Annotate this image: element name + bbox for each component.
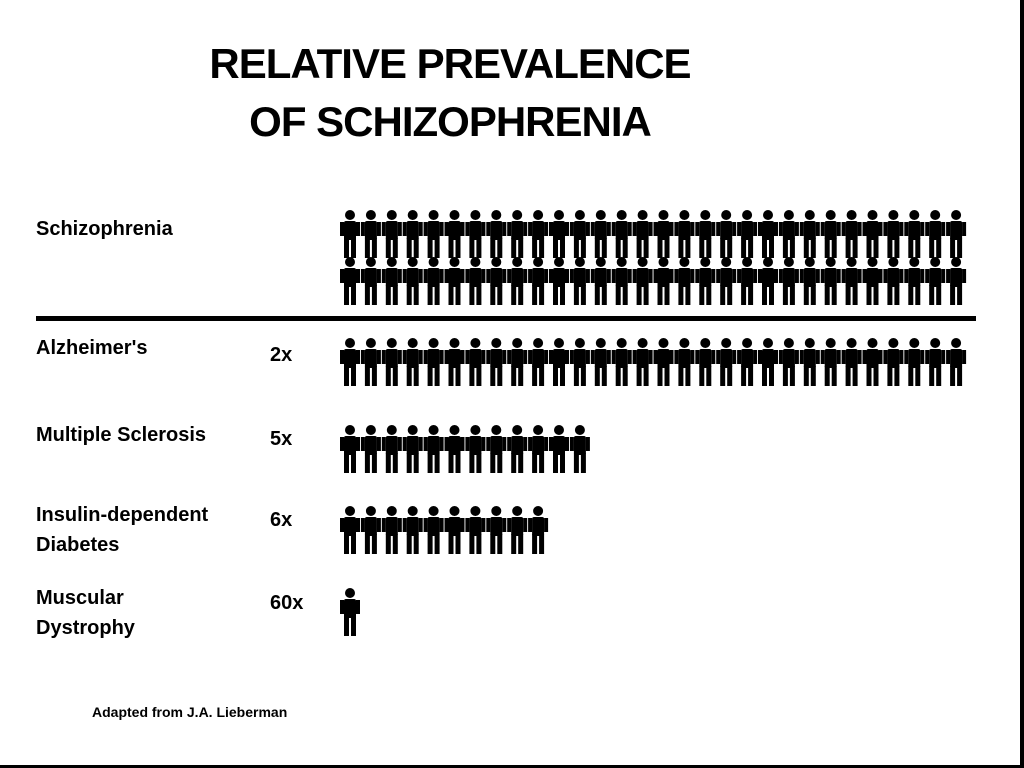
person-icon-alzheimers-23 — [800, 338, 820, 386]
person-icon-alzheimers-5 — [424, 338, 444, 386]
person-icon-multiple-sclerosis-5 — [424, 425, 444, 473]
person-icon-multiple-sclerosis-6 — [445, 425, 465, 473]
category-label-schizophrenia: Schizophrenia — [36, 218, 173, 240]
chart-title-line-1: RELATIVE PREVALENCE — [209, 40, 691, 87]
person-icon-diabetes-4 — [403, 506, 423, 554]
person-icon-schizophrenia-49 — [716, 257, 736, 305]
person-icon-diabetes-8 — [486, 506, 506, 554]
person-icon-alzheimers-9 — [507, 338, 527, 386]
person-icon-diabetes-1 — [340, 506, 360, 554]
multiplier-muscular-dystrophy: 60x — [270, 592, 304, 614]
person-icon-multiple-sclerosis-1 — [340, 425, 360, 473]
person-icon-multiple-sclerosis-4 — [403, 425, 423, 473]
person-icon-multiple-sclerosis-8 — [486, 425, 506, 473]
person-icon-alzheimers-13 — [591, 338, 611, 386]
person-icon-schizophrenia-45 — [633, 257, 653, 305]
category-label-alzheimers: Alzheimer's — [36, 337, 148, 359]
category-label-multiple-sclerosis: Multiple Sclerosis — [36, 424, 207, 446]
category-label-diabetes-line-1: Insulin-dependent — [36, 504, 209, 526]
person-icon-schizophrenia-43 — [591, 257, 611, 305]
person-icon-schizophrenia-15 — [633, 210, 653, 258]
person-icon-diabetes-5 — [424, 506, 444, 554]
person-icon-schizophrenia-8 — [486, 210, 506, 258]
person-icon-alzheimers-22 — [779, 338, 799, 386]
person-icon-schizophrenia-4 — [403, 210, 423, 258]
person-icon-alzheimers-27 — [883, 338, 903, 386]
person-icon-schizophrenia-1 — [340, 210, 360, 258]
person-icon-alzheimers-12 — [570, 338, 590, 386]
person-icon-alzheimers-19 — [716, 338, 736, 386]
person-icon-schizophrenia-50 — [737, 257, 757, 305]
source-note: Adapted from J.A. Lieberman — [92, 704, 288, 720]
person-icon-alzheimers-4 — [403, 338, 423, 386]
person-icon-multiple-sclerosis-7 — [465, 425, 485, 473]
person-icon-alzheimers-21 — [758, 338, 778, 386]
person-icon-muscular-dystrophy-1 — [340, 588, 360, 636]
person-icon-alzheimers-17 — [674, 338, 694, 386]
person-icon-alzheimers-7 — [465, 338, 485, 386]
person-icon-schizophrenia-34 — [403, 257, 423, 305]
person-icon-schizophrenia-58 — [904, 257, 924, 305]
person-icon-schizophrenia-48 — [695, 257, 715, 305]
category-label-muscular-dystrophy-line-1: Muscular — [36, 587, 124, 609]
person-icon-alzheimers-3 — [382, 338, 402, 386]
person-icon-schizophrenia-37 — [465, 257, 485, 305]
person-icon-schizophrenia-46 — [654, 257, 674, 305]
person-icon-alzheimers-10 — [528, 338, 548, 386]
multiplier-multiple-sclerosis: 5x — [270, 428, 293, 450]
person-icon-multiple-sclerosis-3 — [382, 425, 402, 473]
person-icon-alzheimers-20 — [737, 338, 757, 386]
person-icon-schizophrenia-7 — [465, 210, 485, 258]
category-label-diabetes-line-2: Diabetes — [36, 534, 120, 556]
person-icon-alzheimers-18 — [695, 338, 715, 386]
person-icon-schizophrenia-5 — [424, 210, 444, 258]
person-icon-schizophrenia-26 — [863, 210, 883, 258]
person-icon-multiple-sclerosis-11 — [549, 425, 569, 473]
person-icon-alzheimers-15 — [633, 338, 653, 386]
person-icon-schizophrenia-25 — [842, 210, 862, 258]
person-icon-schizophrenia-27 — [883, 210, 903, 258]
person-icon-multiple-sclerosis-2 — [361, 425, 381, 473]
person-icon-schizophrenia-31 — [340, 257, 360, 305]
person-icon-schizophrenia-24 — [821, 210, 841, 258]
person-icon-diabetes-2 — [361, 506, 381, 554]
person-icon-schizophrenia-32 — [361, 257, 381, 305]
person-icon-alzheimers-24 — [821, 338, 841, 386]
person-icon-schizophrenia-9 — [507, 210, 527, 258]
person-icon-multiple-sclerosis-9 — [507, 425, 527, 473]
person-icon-alzheimers-25 — [842, 338, 862, 386]
person-icon-schizophrenia-33 — [382, 257, 402, 305]
person-icon-alzheimers-26 — [863, 338, 883, 386]
person-icon-diabetes-7 — [465, 506, 485, 554]
person-icon-alzheimers-8 — [486, 338, 506, 386]
person-icon-schizophrenia-16 — [654, 210, 674, 258]
person-icon-schizophrenia-35 — [424, 257, 444, 305]
person-icon-schizophrenia-60 — [946, 257, 966, 305]
person-icon-schizophrenia-17 — [674, 210, 694, 258]
person-icon-alzheimers-1 — [340, 338, 360, 386]
person-icon-alzheimers-2 — [361, 338, 381, 386]
person-icon-schizophrenia-55 — [842, 257, 862, 305]
person-icon-alzheimers-29 — [925, 338, 945, 386]
person-icon-schizophrenia-42 — [570, 257, 590, 305]
person-icon-schizophrenia-41 — [549, 257, 569, 305]
person-icon-multiple-sclerosis-10 — [528, 425, 548, 473]
person-icon-schizophrenia-6 — [445, 210, 465, 258]
person-icon-schizophrenia-10 — [528, 210, 548, 258]
person-icon-diabetes-3 — [382, 506, 402, 554]
person-icon-schizophrenia-59 — [925, 257, 945, 305]
person-icon-schizophrenia-3 — [382, 210, 402, 258]
person-icon-schizophrenia-53 — [800, 257, 820, 305]
chart-title-line-2: OF SCHIZOPHRENIA — [249, 98, 651, 145]
person-icon-multiple-sclerosis-12 — [570, 425, 590, 473]
person-icon-schizophrenia-30 — [946, 210, 966, 258]
person-icon-schizophrenia-51 — [758, 257, 778, 305]
person-icon-schizophrenia-39 — [507, 257, 527, 305]
person-icon-alzheimers-16 — [654, 338, 674, 386]
person-icon-schizophrenia-52 — [779, 257, 799, 305]
person-icon-diabetes-9 — [507, 506, 527, 554]
person-icon-schizophrenia-29 — [925, 210, 945, 258]
multiplier-diabetes: 6x — [270, 509, 293, 531]
person-icon-diabetes-10 — [528, 506, 548, 554]
person-icon-schizophrenia-28 — [904, 210, 924, 258]
person-icon-alzheimers-14 — [612, 338, 632, 386]
person-icon-schizophrenia-11 — [549, 210, 569, 258]
person-icon-schizophrenia-56 — [863, 257, 883, 305]
person-icon-schizophrenia-44 — [612, 257, 632, 305]
person-icon-schizophrenia-36 — [445, 257, 465, 305]
person-icon-schizophrenia-19 — [716, 210, 736, 258]
person-icon-schizophrenia-23 — [800, 210, 820, 258]
person-icon-alzheimers-28 — [904, 338, 924, 386]
person-icon-alzheimers-6 — [445, 338, 465, 386]
person-icon-diabetes-6 — [445, 506, 465, 554]
multiplier-alzheimers: 2x — [270, 344, 293, 366]
person-icon-schizophrenia-2 — [361, 210, 381, 258]
person-icon-alzheimers-30 — [946, 338, 966, 386]
category-label-muscular-dystrophy-line-2: Dystrophy — [36, 617, 135, 639]
person-icon-schizophrenia-18 — [695, 210, 715, 258]
person-icon-schizophrenia-20 — [737, 210, 757, 258]
person-icon-schizophrenia-21 — [758, 210, 778, 258]
person-icon-alzheimers-11 — [549, 338, 569, 386]
person-icon-schizophrenia-12 — [570, 210, 590, 258]
person-icon-schizophrenia-40 — [528, 257, 548, 305]
person-icon-schizophrenia-14 — [612, 210, 632, 258]
person-icon-schizophrenia-47 — [674, 257, 694, 305]
person-icon-schizophrenia-38 — [486, 257, 506, 305]
person-icon-schizophrenia-54 — [821, 257, 841, 305]
person-icon-schizophrenia-13 — [591, 210, 611, 258]
person-icon-schizophrenia-22 — [779, 210, 799, 258]
person-icon-schizophrenia-57 — [883, 257, 903, 305]
